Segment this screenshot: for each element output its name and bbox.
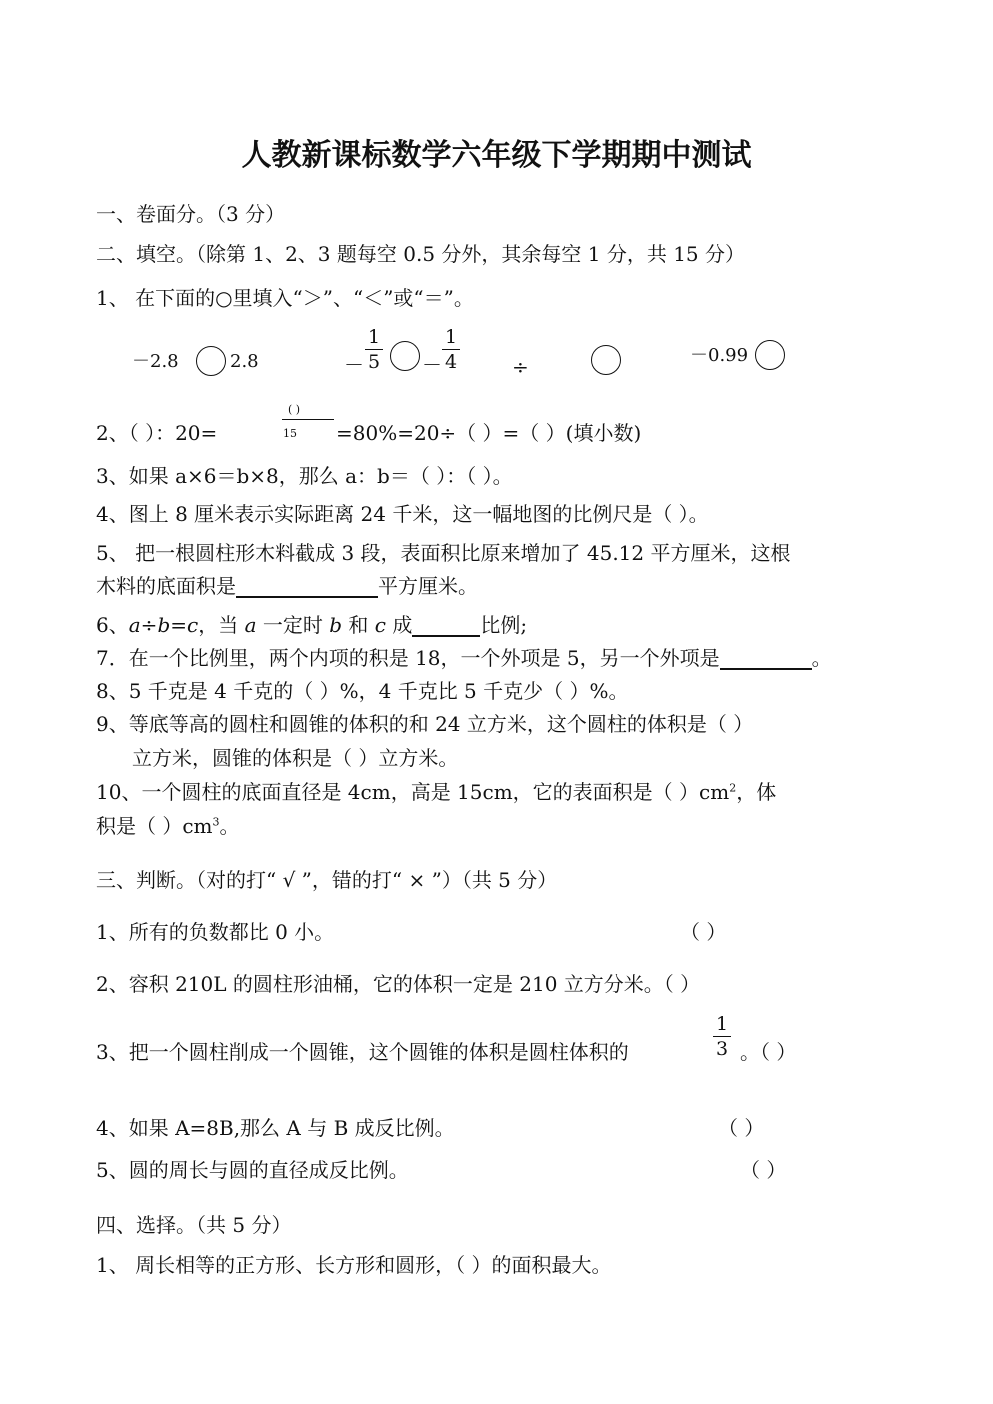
fraction-denominator: 4 [444,351,458,373]
q6-var-c2: c [374,613,386,637]
fraction-one-fifth [365,327,383,372]
q1-d-division-sign: ÷ [512,355,529,379]
judge-question-2: 2、容积 210L 的圆柱形油桶，它的体积一定是 210 立方分米。（ ） [96,972,701,996]
fill-question-10-line-2 [96,814,240,838]
q1-c-minus: － [422,353,442,377]
fraction-denominator: 5 [367,351,381,373]
q7-end: 。 [811,646,832,670]
judge-question-5: 5、圆的周长与圆的直径成反比例。 [96,1158,409,1182]
q6-eq: = [170,613,188,637]
q10-superscript-2: 2 [729,781,737,795]
compare-circle-d[interactable] [755,340,785,370]
q6-var-b: b [157,613,171,637]
fill-question-2-part-a: 2、（ ）：20= [96,421,218,445]
q7-answer-blank[interactable] [720,648,812,670]
fill-question-10-line-1 [96,780,776,804]
page-title: 人教新课标数学六年级下学期期中测试 [241,138,752,173]
q1-e-left: －0.99 [690,345,749,366]
q10-text-d: 。 [219,814,240,838]
fill-question-5-line-2 [96,574,478,598]
q6-var-c: c [187,613,199,637]
fill-question-3: 3、如果 a×6＝b×8，那么 a：b＝（ ）：（ ）。 [96,464,513,488]
fill-question-2-part-b: =80%=20÷（ ）=（ ）(填小数) [336,421,642,445]
fraction-denominator: 3 [715,1038,729,1060]
q5-answer-blank[interactable] [236,576,378,598]
q2-fraction-numerator: ( ) [288,403,301,416]
judge-answer-4[interactable]: （ ） [718,1116,765,1140]
q6-mid4: 成 [385,613,413,637]
q6-mid2: 一定时 [256,613,330,637]
fill-question-5-line-1: 5、 把一根圆柱形木料截成 3 段，表面积比原来增加了 45.12 平方厘米，这根 [96,541,791,565]
compare-circle-a[interactable] [196,346,226,376]
q10-text-c: 积是（ ）cm [96,814,213,838]
fill-question-6 [96,613,527,637]
q6-mid1: ，当 [198,613,245,637]
q6-end: 比例; [480,613,528,637]
compare-circle-c[interactable] [591,345,621,375]
judge-answer-1[interactable]: （ ） [680,920,727,944]
q6-var-b2: b [329,613,343,637]
q6-prefix: 6、 [96,613,129,637]
q5-text-a: 木料的底面积是 [96,574,236,598]
q6-var-a: a [128,613,141,637]
q10-text-b: ，体 [736,780,777,804]
fill-question-8: 8、5 千克是 4 千克的（ ）%，4 千克比 5 千克少（ ）%。 [96,679,629,703]
judge-answer-3[interactable]: 。（ ） [740,1040,797,1064]
q1-a-left: －2.8 [132,351,179,372]
section-4-heading: 四、选择。（共 5 分） [96,1213,292,1237]
fraction-bar [713,1036,731,1037]
section-2-heading: 二、填空。（除第 1、2、3 题每空 0.5 分外，其余每空 1 分，共 15 分） [96,242,746,266]
q10-superscript-3: 3 [212,815,220,829]
fill-question-9-line-1: 9、等底等高的圆柱和圆锥的体积的和 24 立方米，这个圆柱的体积是（ ） [96,712,754,736]
fraction-numerator: 1 [715,1013,729,1035]
fraction-one-fourth [442,327,460,372]
fraction-numerator: 1 [367,326,381,348]
fill-question-9-line-2: 立方米，圆锥的体积是（ ）立方米。 [132,746,459,770]
q6-var-a2: a [244,613,257,637]
fraction-one-third [713,1014,731,1059]
q10-text-a: 10、一个圆柱的底面直径是 4cm，高是 15cm，它的表面积是（ ）cm [96,780,730,804]
fraction-bar [442,349,460,350]
q6-mid3: 和 [342,613,375,637]
q6-div: ÷ [140,613,158,637]
q5-text-b: 平方厘米。 [378,574,478,598]
q1-b-minus: － [344,353,364,377]
judge-answer-5[interactable]: （ ） [740,1158,787,1182]
fraction-numerator: 1 [444,326,458,348]
q7-text: 7．在一个比例里，两个内项的积是 18，一个外项是 5，另一个外项是 [96,646,720,670]
fraction-bar [365,349,383,350]
fill-question-4: 4、图上 8 厘米表示实际距离 24 千米，这一幅地图的比例尺是（ ）。 [96,502,709,526]
judge-question-4: 4、如果 A=8B,那么 A 与 B 成反比例。 [96,1116,455,1140]
q2-fraction-denominator: 15 [283,427,297,440]
choice-question-1: 1、 周长相等的正方形、长方形和圆形，（ ）的面积最大。 [96,1253,612,1277]
q2-fraction-bar [282,419,334,420]
section-1-heading: 一、卷面分。（3 分） [96,202,286,226]
judge-question-3: 3、把一个圆柱削成一个圆锥，这个圆锥的体积是圆柱体积的 [96,1040,629,1064]
fill-question-7 [96,646,832,670]
fill-question-1: 1、 在下面的○里填入“＞”、“＜”或“＝”。 [96,286,474,310]
q6-answer-blank[interactable] [412,615,480,637]
judge-question-1: 1、所有的负数都比 0 小。 [96,920,335,944]
section-3-heading: 三、判断。（对的打“ √ ”，错的打“ × ”）（共 5 分） [96,868,558,892]
compare-circle-b[interactable] [390,341,420,371]
q1-a-right: 2.8 [230,351,259,372]
